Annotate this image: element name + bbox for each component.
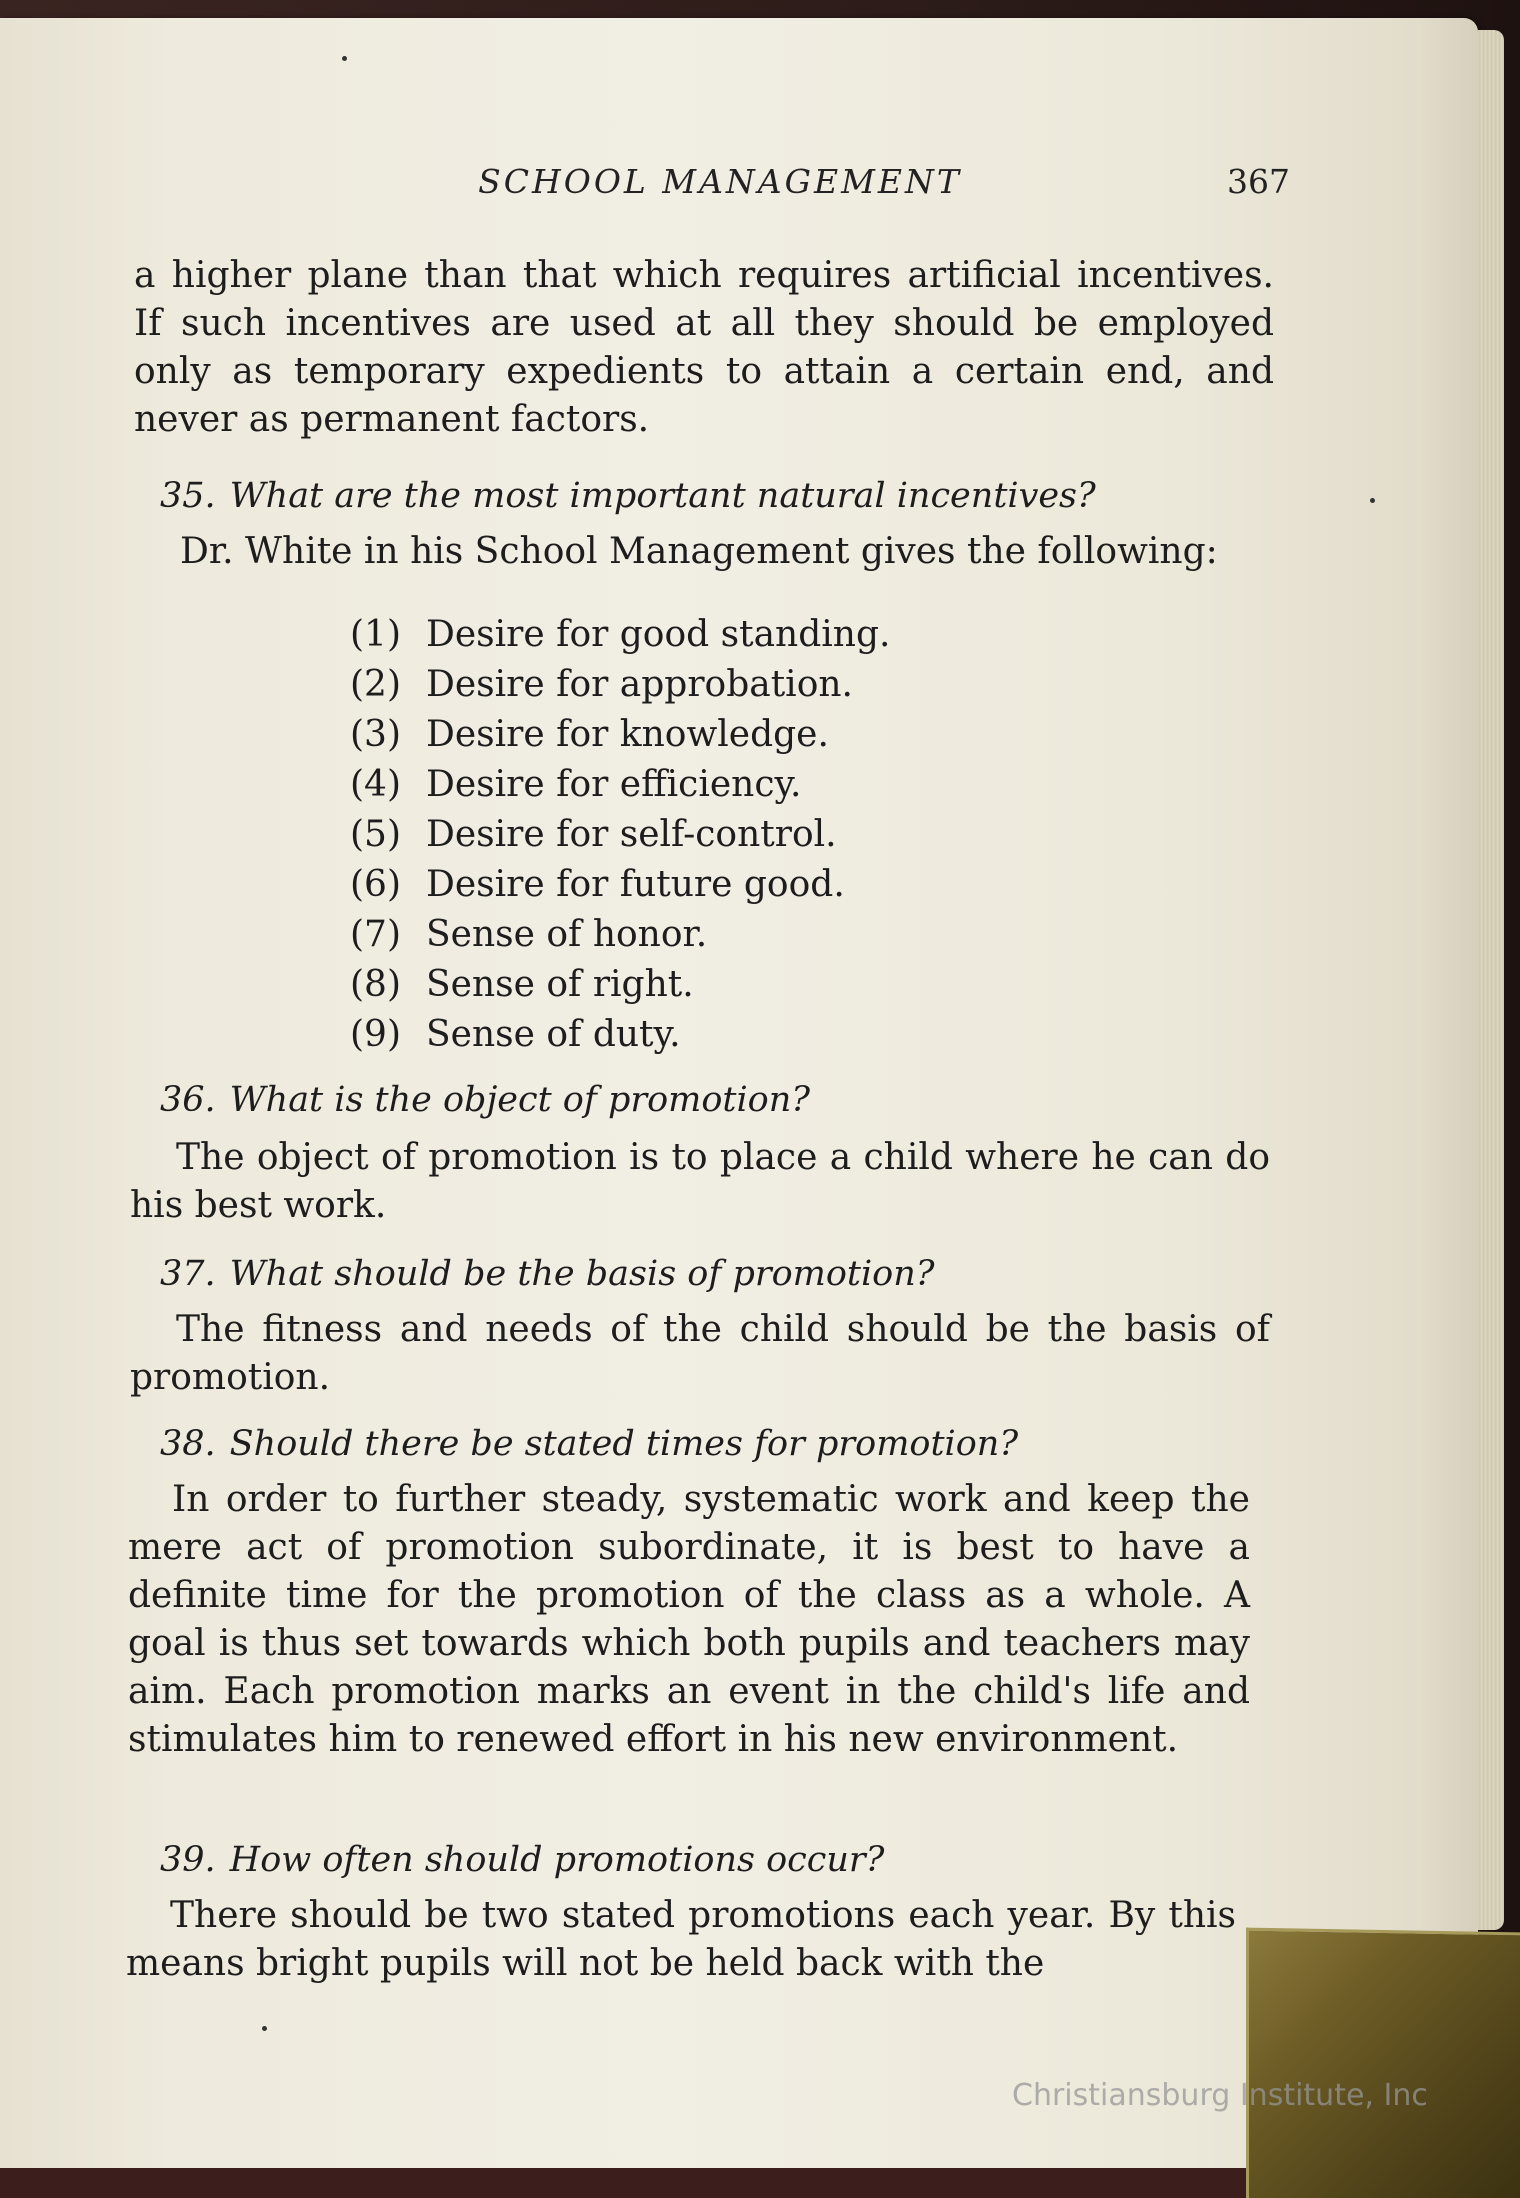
list-item-number: (1) bbox=[350, 614, 401, 655]
question-number: 39. bbox=[160, 1840, 216, 1880]
list-item bbox=[350, 960, 1050, 1010]
answer-39: There should be two stated promotions each year. By this means bright pupils will not be held back with the bbox=[126, 1895, 1236, 1984]
list-item bbox=[350, 810, 1050, 860]
watermark: Christiansburg Institute, Inc bbox=[1012, 2078, 1428, 2113]
question-text: What should be the basis of promotion? bbox=[229, 1254, 935, 1294]
list-item-number: (5) bbox=[350, 814, 401, 855]
list-item bbox=[350, 910, 1050, 960]
answer-35: Dr. White in his School Management gives the following: bbox=[180, 531, 1218, 572]
list-item bbox=[350, 760, 1050, 810]
page-number: 367 bbox=[1227, 162, 1290, 201]
question-text: What is the object of promotion? bbox=[229, 1080, 811, 1120]
running-title: SCHOOL MANAGEMENT bbox=[478, 162, 962, 201]
intro-paragraph: a higher plane than that which requires artificial incentives. If such incentives are used at all they should be employed only as temporary expedients to attain a certain end, and never as permanent factors. bbox=[134, 255, 1274, 440]
question-39 bbox=[160, 1836, 1290, 1884]
list-item-text: Desire for approbation. bbox=[426, 664, 853, 705]
question-number: 38. bbox=[160, 1424, 216, 1464]
list-item-text: Desire for efficiency. bbox=[426, 764, 802, 805]
list-item-text: Sense of honor. bbox=[426, 914, 708, 955]
answer-36: The object of promotion is to place a child where he can do his best work. bbox=[130, 1137, 1270, 1226]
list-item-number: (4) bbox=[350, 764, 401, 805]
list-item bbox=[350, 610, 1050, 660]
question-number: 35. bbox=[160, 476, 216, 516]
question-text: Should there be stated times for promotion? bbox=[229, 1424, 1019, 1464]
list-item-text: Desire for knowledge. bbox=[426, 714, 829, 755]
page-speck bbox=[342, 56, 347, 61]
answer-37: The fitness and needs of the child should be the basis of promotion. bbox=[130, 1309, 1270, 1398]
list-item-number: (7) bbox=[350, 914, 401, 955]
list-item-number: (9) bbox=[350, 1014, 401, 1055]
list-item bbox=[350, 860, 1050, 910]
answer-38: In order to further steady, systematic work and keep the mere act of promotion subordinate, it is best to have a definite time for the promotion of the class as a whole. A goal is thus set towards which both pupils and teachers may aim. Each promotion marks an event in the child's life and stimulates him to renewed effort in his new environment. bbox=[128, 1479, 1250, 1760]
question-text: What are the most important natural incentives? bbox=[229, 476, 1096, 516]
list-item-text: Sense of right. bbox=[426, 964, 694, 1005]
brass-weight bbox=[1246, 1928, 1520, 2198]
question-37 bbox=[160, 1250, 1290, 1298]
incentives-list bbox=[350, 610, 1050, 1060]
list-item-number: (2) bbox=[350, 664, 401, 705]
question-36 bbox=[160, 1076, 1290, 1124]
list-item-number: (3) bbox=[350, 714, 401, 755]
question-number: 36. bbox=[160, 1080, 216, 1120]
page-speck bbox=[262, 2026, 267, 2031]
list-item-text: Desire for future good. bbox=[426, 864, 845, 905]
list-item-number: (6) bbox=[350, 864, 401, 905]
list-item-text: Desire for good standing. bbox=[426, 614, 891, 655]
list-item bbox=[350, 660, 1050, 710]
list-item bbox=[350, 710, 1050, 760]
list-item bbox=[350, 1010, 1050, 1060]
page-edges bbox=[1478, 30, 1504, 1930]
list-item-number: (8) bbox=[350, 964, 401, 1005]
question-text: How often should promotions occur? bbox=[229, 1840, 885, 1880]
page-speck bbox=[1370, 498, 1375, 503]
question-number: 37. bbox=[160, 1254, 216, 1294]
list-item-text: Desire for self-control. bbox=[426, 814, 837, 855]
list-item-text: Sense of duty. bbox=[426, 1014, 681, 1055]
question-35 bbox=[160, 472, 1290, 520]
question-38 bbox=[160, 1420, 1290, 1468]
